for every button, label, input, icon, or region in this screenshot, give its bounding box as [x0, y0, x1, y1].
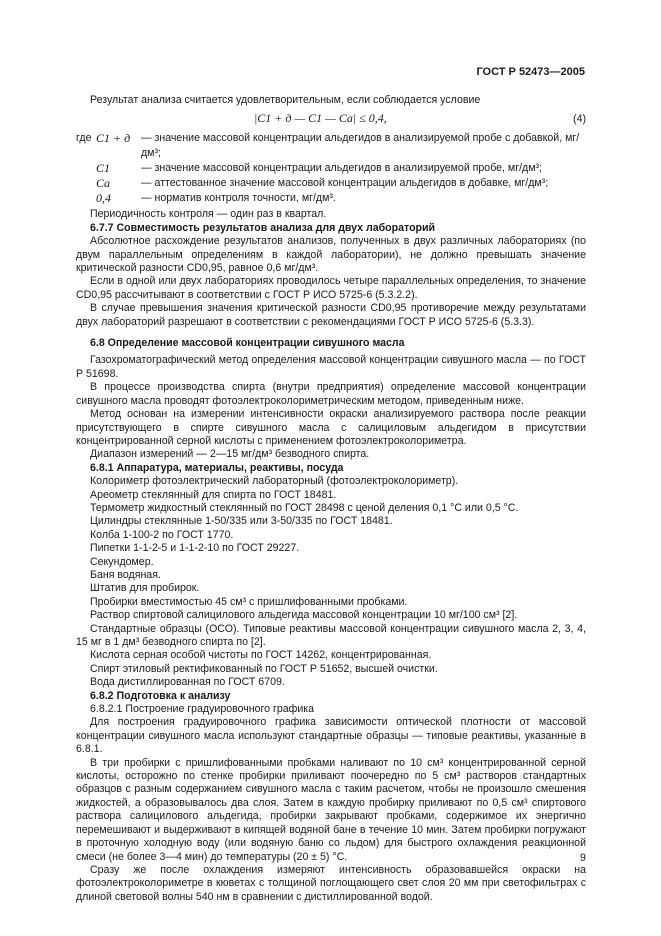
list-item: Термометр жидкостный стеклянный по ГОСТ 28498 с ценой деления 0,1 °С или 0,5 °С. — [90, 501, 519, 514]
list-item: Штатив для пробирок. — [90, 582, 200, 595]
paragraph: Абсолютное расхождение результатов анализов, полученных в двух различных лабораториях (по двум параллельным определениям в каждой лаборатории), не должно превышать значение критической разности CD0,95, равное 0,6 мг/дм³. — [76, 235, 586, 275]
definition-text: — норматив контроля точности, мг/дм³. — [141, 192, 336, 205]
paragraph: Газохроматографический метод определения массовой концентрации сивушного масла — по ГОСТ Р 51698. — [76, 354, 586, 380]
definition-text: — значение массовой концентрации альдегидов в анализируемой пробе, мг/дм³; — [141, 162, 542, 175]
section-6-7-7-heading: 6.7.7 Совместимость результатов анализа для двух лабораторий — [90, 221, 436, 234]
definition-row — [76, 131, 586, 161]
page-header: ГОСТ Р 52473—2005 — [476, 66, 585, 78]
list-item: Колориметр фотоэлектрический лабораторный (фотоэлектроколориметр). — [90, 475, 459, 488]
equation-number: (4) — [573, 113, 586, 126]
paragraph: Для построения градуировочного графика зависимости оптической плотности от массовой концентрации сивушного масла используют стандартные образцы — типовые реактивы, указанные в 6.8.1. — [76, 716, 586, 756]
definition-row — [76, 161, 586, 176]
list-item: Пипетки 1-1-2-5 и 1-1-2-10 по ГОСТ 29227. — [90, 542, 300, 555]
list-item: Кислота серная особой чистоты по ГОСТ 14262, концентрированная. — [90, 649, 432, 662]
list-item: Пробирки вместимостью 45 см³ с пришлифованными пробками. — [90, 595, 408, 608]
definition-symbol: Cа — [96, 176, 111, 191]
page-content — [76, 94, 586, 904]
list-item: Стандартные образцы (ОСО). Типовые реактивы массовой концентрации сивушного масла 2, 3, 4, 15 мг в 1 дм³ безводного спирта по [2]. — [76, 622, 586, 648]
definition-prefix — [76, 191, 96, 206]
section-6-8-heading: 6.8 Определение массовой концентрации сивушного масла — [90, 337, 405, 350]
page-number: 9 — [580, 852, 586, 864]
list-item: Баня водяная. — [90, 568, 161, 581]
definition-row — [76, 191, 586, 206]
definition-text: — значение массовой концентрации альдегидов в анализируемой пробе с добавкой, мг/дм³; — [141, 132, 580, 160]
paragraph: В три пробирки с пришлифованными пробками наливают по 10 см³ концентрированной серной кислоты, осторожно по стенке пробирки приливают поочередно по 5 см³ растворов стандартных образцов с разным содержанием сивушного масла с таким расчетом, чтобы не произошло смешения жидкостей, а образовывалось два слоя. Затем в каждую пробирку приливают по 0,5 см³ спиртового раствора салицилового альдегида, пробирки закрывают пробками, содержимое их энергично перемешивают и выдерживают в кипящей водяной бане в течение 10 мин. Затем пробирки погружают в проточную холодную воду (или водяную баню со льдом) для быстрого охлаждения реакционной смеси (не более 3—4 мин) до температуры (20 ± 5) °С. — [76, 756, 586, 863]
definition-prefix: где — [76, 132, 92, 145]
paragraph: Метод основан на измерении интенсивности окраски анализируемого раствора после реакции присутствующего в спирте сивушного масла с салициловым альдегидом в присутствии концентрированной серной кислоты с применением фотоэлектроколориметра. — [76, 408, 586, 447]
paragraph: Сразу же после охлаждения измеряют интенсивность образовавшейся окраски на фотоэлектроколориметре в кюветах с толщиной поглощающего свет слоя 20 мм при светофильтрах с длиной световой волны 540 нм в сравнении с дистиллированной водой. — [76, 863, 586, 903]
definitions-list — [76, 131, 586, 206]
formula: |C1 + д — C1 — Cа| ≤ 0,4, — [254, 111, 387, 126]
paragraph: Если в одной или двух лабораториях проводилось четыре параллельных определения, то значение CD0,95 рассчитывают в соответствии с ГОСТ Р ИСО 5725-6 (5.3.2.2). — [76, 275, 586, 301]
list-item: Ареометр стеклянный для спирта по ГОСТ 18481. — [90, 488, 337, 501]
section-6-8-2-heading: 6.8.2 Подготовка к анализу — [90, 689, 231, 702]
list-item: Раствор спиртовой салицилового альдегида массовой концентрации 10 мг/100 см³ [2]. — [90, 609, 518, 622]
list-item: Цилиндры стеклянные 1-50/335 или 3-50/335 по ГОСТ 18481. — [90, 515, 393, 528]
definition-text: — аттестованное значение массовой концентрации альдегидов в добавке, мг/дм³; — [141, 177, 549, 190]
list-item: Вода дистиллированная по ГОСТ 6709. — [90, 676, 285, 689]
subsection-6-8-2-1-heading: 6.8.2.1 Построение градуировочного графика — [90, 703, 315, 716]
paragraph: В процессе производства спирта (внутри предприятия) определение массовой концентрации сивушного масла проводят фотоэлектроколориметрическим методом, приведенным ниже. — [76, 381, 586, 407]
definition-symbol: C1 — [96, 161, 111, 176]
definition-row — [76, 176, 586, 191]
list-item: Спирт этиловый ректификованный по ГОСТ Р 51652, высшей очистки. — [90, 662, 438, 675]
list-item: Секундомер. — [90, 555, 154, 568]
paragraph: Диапазон измерений — 2—15 мг/дм³ безводного спирта. — [90, 448, 370, 461]
condition-intro: Результат анализа считается удовлетворительным, если соблюдается условие — [90, 94, 481, 106]
equipment-list — [76, 475, 586, 690]
section-6-8-1-heading: 6.8.1 Аппаратура, материалы, реактивы, посуда — [90, 461, 344, 474]
definition-symbol: 0,4 — [96, 191, 111, 206]
paragraph: В случае превышения значения критической разности CD0,95 противоречие между результатами двух лабораторий разрешают в соответствии с рекомендациями ГОСТ Р ИСО 5725-6 (5.3.3). — [76, 302, 586, 328]
formula-row — [76, 111, 586, 129]
list-item: Колба 1-100-2 по ГОСТ 1770. — [90, 528, 234, 541]
definition-prefix — [76, 176, 96, 191]
definition-prefix — [76, 161, 96, 176]
definition-symbol: C1 + д — [96, 131, 131, 146]
periodicity-text: Периодичность контроля — один раз в квартал. — [90, 208, 327, 221]
